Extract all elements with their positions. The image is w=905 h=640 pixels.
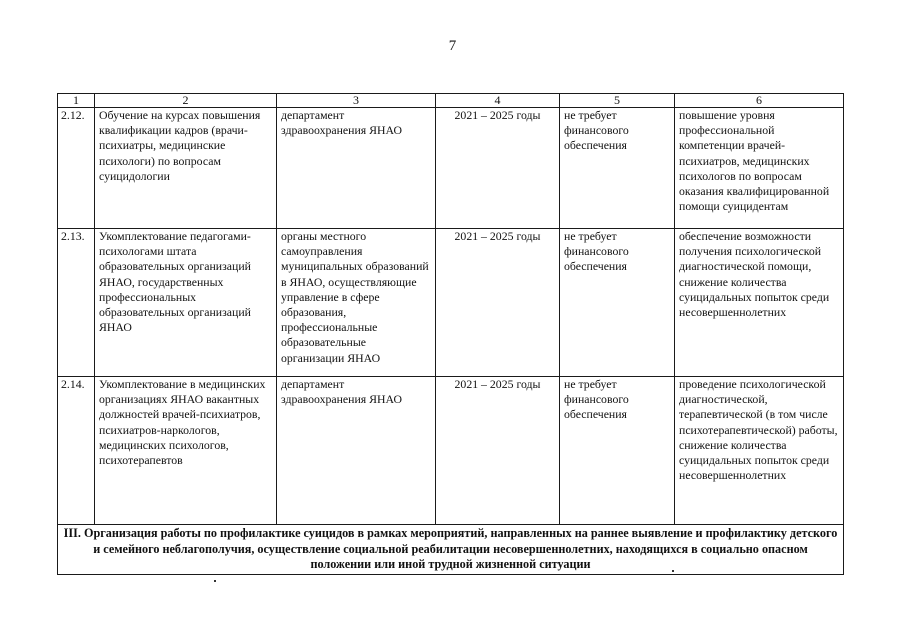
table-header-row (58, 94, 844, 108)
result-cell: проведение психологической диагностической, терапевтической (в том числе психотерапевтической) работы, снижение количества суицидальных попыток среди несовершеннолетних (675, 377, 844, 525)
column-header: 3 (277, 94, 436, 108)
table-row (58, 108, 844, 229)
section-heading: III. Организация работы по профилактике суицидов в рамках мероприятий, направленных на раннее выявление и профилактику детского и семейного неблагополучия, осуществление социальной реабилитации несовершеннолетних, находящихся в социально опасном положении или иной трудной жизненной ситуации (58, 525, 844, 575)
row-number: 2.12. (58, 108, 95, 229)
executor-cell: департамент здравоохранения ЯНАО (277, 108, 436, 229)
column-header: 2 (95, 94, 277, 108)
section-row (58, 525, 844, 575)
result-cell: обеспечение возможности получения психологической диагностической помощи, снижение количества суицидальных попыток среди несовершеннолетних (675, 229, 844, 377)
funding-cell: не требует финансового обеспечения (560, 108, 675, 229)
period-cell: 2021 – 2025 годы (436, 108, 560, 229)
measures-table (57, 93, 844, 575)
scan-speck (214, 580, 216, 582)
table-row (58, 377, 844, 525)
funding-cell: не требует финансового обеспечения (560, 377, 675, 525)
column-header: 4 (436, 94, 560, 108)
funding-cell: не требует финансового обеспечения (560, 229, 675, 377)
page-number: 7 (448, 38, 457, 54)
row-number: 2.13. (58, 229, 95, 377)
column-header: 5 (560, 94, 675, 108)
activity-cell: Обучение на курсах повышения квалификации кадров (врачи-психиатры, медицинские психологи) по вопросам суицидологии (95, 108, 277, 229)
period-cell: 2021 – 2025 годы (436, 229, 560, 377)
column-header: 1 (58, 94, 95, 108)
period-cell: 2021 – 2025 годы (436, 377, 560, 525)
executor-cell: органы местного самоуправления муниципальных образований в ЯНАО, осуществляющие управление в сфере образования, профессиональные образовательные организации ЯНАО (277, 229, 436, 377)
column-header: 6 (675, 94, 844, 108)
scan-speck (672, 570, 674, 572)
activity-cell: Укомплектование педагогами-психологами штата образовательных организаций ЯНАО, государственных профессиональных образовательных организаций ЯНАО (95, 229, 277, 377)
result-cell: повышение уровня профессиональной компетенции врачей-психиатров, медицинских психологов по вопросам оказания квалифицированной помощи суицидентам (675, 108, 844, 229)
row-number: 2.14. (58, 377, 95, 525)
executor-cell: департамент здравоохранения ЯНАО (277, 377, 436, 525)
table-row (58, 229, 844, 377)
activity-cell: Укомплектование в медицинских организациях ЯНАО вакантных должностей врачей-психиатров, психиатров-наркологов, медицинских психологов, психотерапевтов (95, 377, 277, 525)
